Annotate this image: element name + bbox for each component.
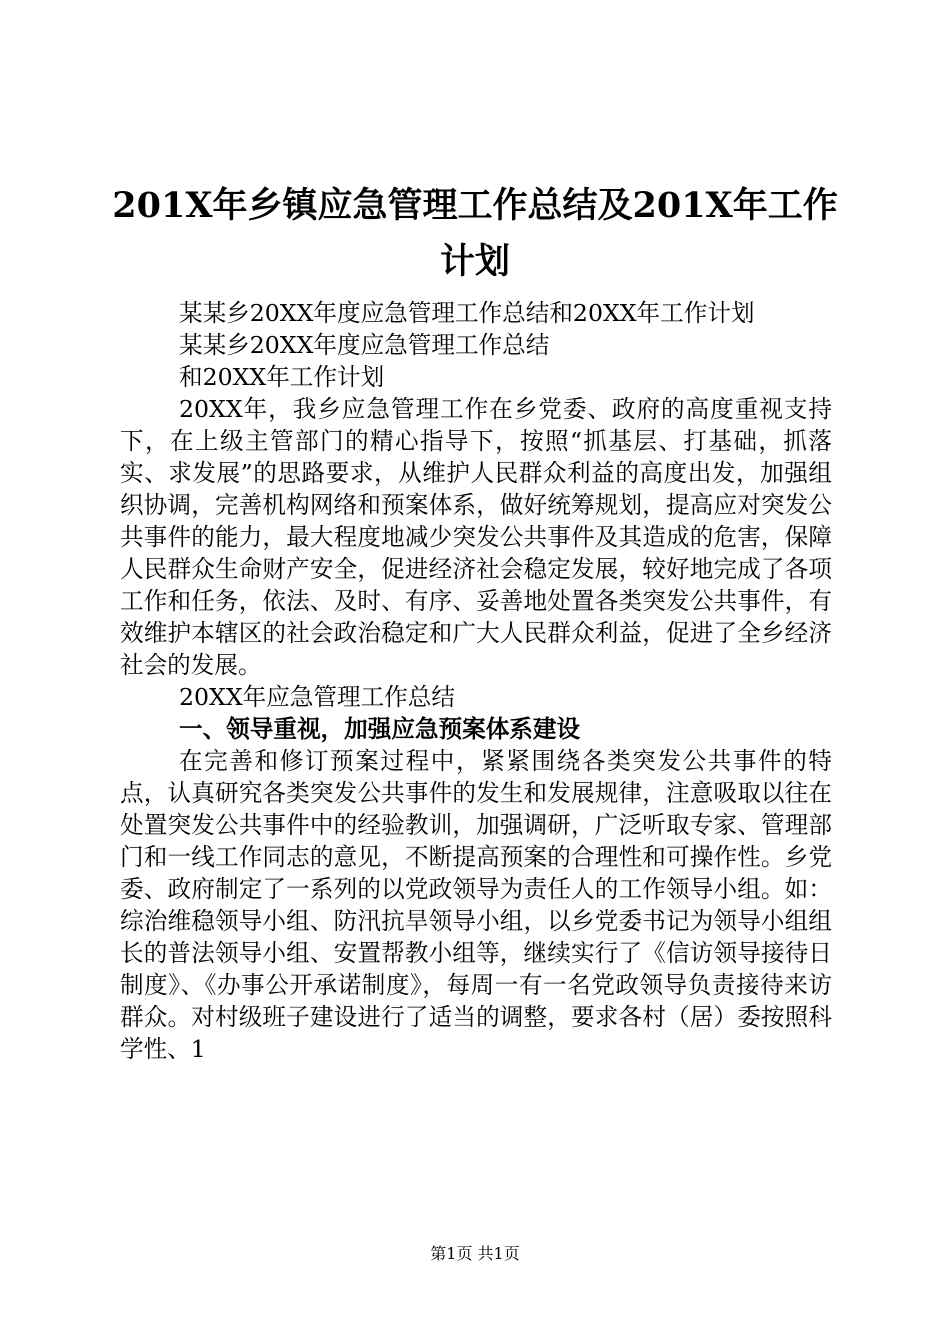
subtitle-line: 某某乡20XX年度应急管理工作总结 — [179, 331, 550, 359]
document-title: 201X年乡镇应急管理工作总结及201X年工作计划 — [112, 185, 838, 282]
intro-paragraph: 20XX年，我乡应急管理工作在乡党委、政府的高度重视支持下，在上级主管部门的精心指导下，按照“抓基层、打基础，抓落实、求发展”的思路要求，从维护人民群众利益的高度出发，加强组织协调，完善机构网络和预案体系，做好统筹规划，提高应对突发公共事件的能力，最大程度地减少突发公共事件及其造成的危害，保障人民群众生命财产安全，促进经济社会稳定发展，较好地完成了各项工作和任务，依法、及时、有序、妥善地处置各类突发公共事件，有效维护本辖区的社会政治稳定和广大人民群众利益，促进了全乡经济社会的发展。 — [120, 395, 832, 679]
section-line: 20XX年应急管理工作总结 — [179, 683, 455, 711]
page-footer: 第1页 共1页 — [430, 1244, 520, 1263]
body-paragraph: 在完善和修订预案过程中，紧紧围绕各类突发公共事件的特点，认真研究各类突发公共事件的发生和发展规律，注意吸取以往在处置突发公共事件中的经验教训，加强调研，广泛听取专家、管理部门和一线工作同志的意见，不断提高预案的合理性和可操作性。乡党委、政府制定了一系列的以党政领导为责任人的工作领导小组。如：综治维稳领导小组、防汛抗旱领导小组，以乡党委书记为领导小组组长的普法领导小组、安置帮教小组等，继续实行了《信访领导接待日制度》、《办事公开承诺制度》，每周一有一名党政领导负责接待来访群众。对村级班子建设进行了适当的调整，要求各村（居）委按照科学性、1 — [120, 747, 832, 1063]
subtitle-line: 和20XX年工作计划 — [179, 363, 385, 391]
section-heading: 一、领导重视，加强应急预案体系建设 — [179, 715, 581, 743]
subtitle-line: 某某乡20XX年度应急管理工作总结和20XX年工作计划 — [179, 299, 755, 327]
document-body — [120, 297, 832, 1065]
